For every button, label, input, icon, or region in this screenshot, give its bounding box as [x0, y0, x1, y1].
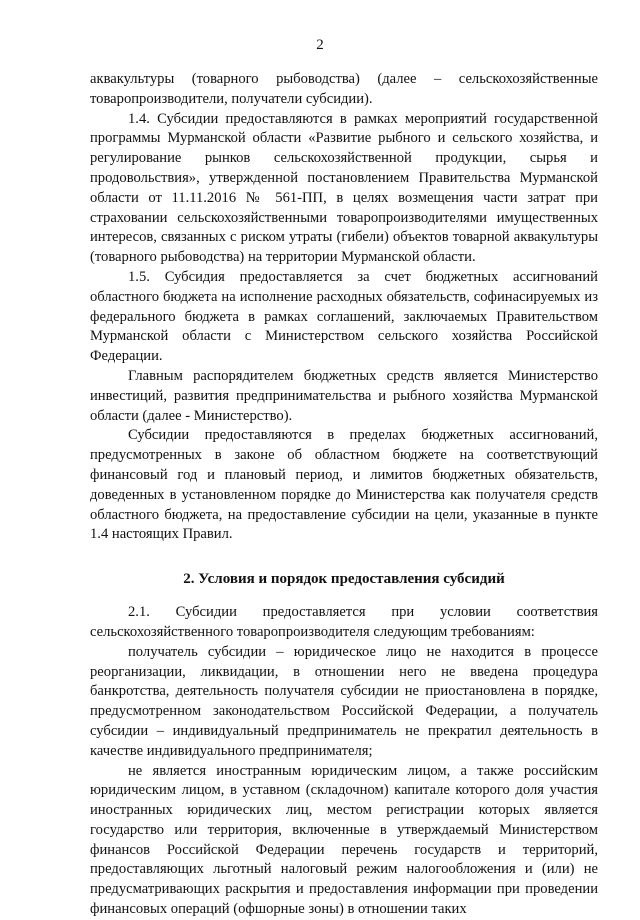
paragraph-requirement-legal-status: получатель субсидии – юридическое лицо не находится в процессе реорганизации, ликвидации, в отношении него не введена процедура банкротства, деятельность получателя субсидии не приостановлена в порядке, предусмотренном законодательством Российской Федерации, а получатель субсидии – индивидуальный предприниматель не прекратил деятельность в качестве индивидуального предпринимателя;	[90, 643, 598, 759]
page-number: 2	[316, 37, 324, 53]
paragraph-1-5: 1.5. Субсидия предоставляется за счет бюджетных ассигнований областного бюджета на исполнение расходных обязательств, софинасируемых из федерального бюджета в рамках соглашений, заключаемых Правительством Мурманской области с Министерством сельского хозяйства Российской Федерации.	[90, 268, 598, 365]
paragraph-main-administrator: Главным распорядителем бюджетных средств является Министерство инвестиций, развития предпринимательства и рыбного хозяйства Мурманской области (далее - Министерство).	[90, 367, 598, 424]
paragraph-2-1: 2.1. Субсидии предоставляется при условии соответствия сельскохозяйственного товаропроизводителя следующим требованиям:	[90, 604, 598, 640]
paragraph-subsidy-limits: Субсидии предоставляются в пределах бюджетных ассигнований, предусмотренных в законе об областном бюджете на соответствующий финансовый год и плановый период, и лимитов бюджетных обязательств, доведенных в установленном порядке до Министерства как получателя средств областного бюджета, на предоставление субсидии на цели, указанные в пункте 1.4 настоящих Правил.	[90, 427, 598, 543]
section-heading: 2. Условия и порядок предоставления субсидий	[183, 571, 505, 588]
paragraph-1-4: 1.4. Субсидии предоставляются в рамках мероприятий государственной программы Мурманской области «Развитие рыбного и сельского хозяйства, и регулирование рынков сельскохозяйственной продукции, сырья и продовольствия», утвержденной постановлением Правительства Мурманской области от 11.11.2016 № 561-ПП, в целях возмещения части затрат при страховании сельскохозяйственными товаропроизводителями имущественных интересов, связанных с риском утраты (гибели) объектов товарной аквакультуры (товарного рыбоводства) на территории Мурманской области.	[90, 110, 598, 266]
paragraph-continuation: аквакультуры (товарного рыбоводства) (далее – сельскохозяйственные товаропроизводители, получатели субсидии).	[90, 71, 598, 107]
document-body	[90, 70, 598, 920]
paragraph-requirement-foreign-entity: не является иностранным юридическим лицом, а также российским юридическим лицом, в уставном (складочном) капитале которого доля участия иностранных юридических лиц, местом регистрации которых является государство или территория, включенные в утверждаемый Министерством финансов Российской Федерации перечень государств и территорий, предоставляющих льготный налоговый режим налогообложения и (или) не предусматривающих раскрытия и предоставления информации при проведении финансовых операций (офшорные зоны) в отношении таких	[90, 762, 598, 918]
